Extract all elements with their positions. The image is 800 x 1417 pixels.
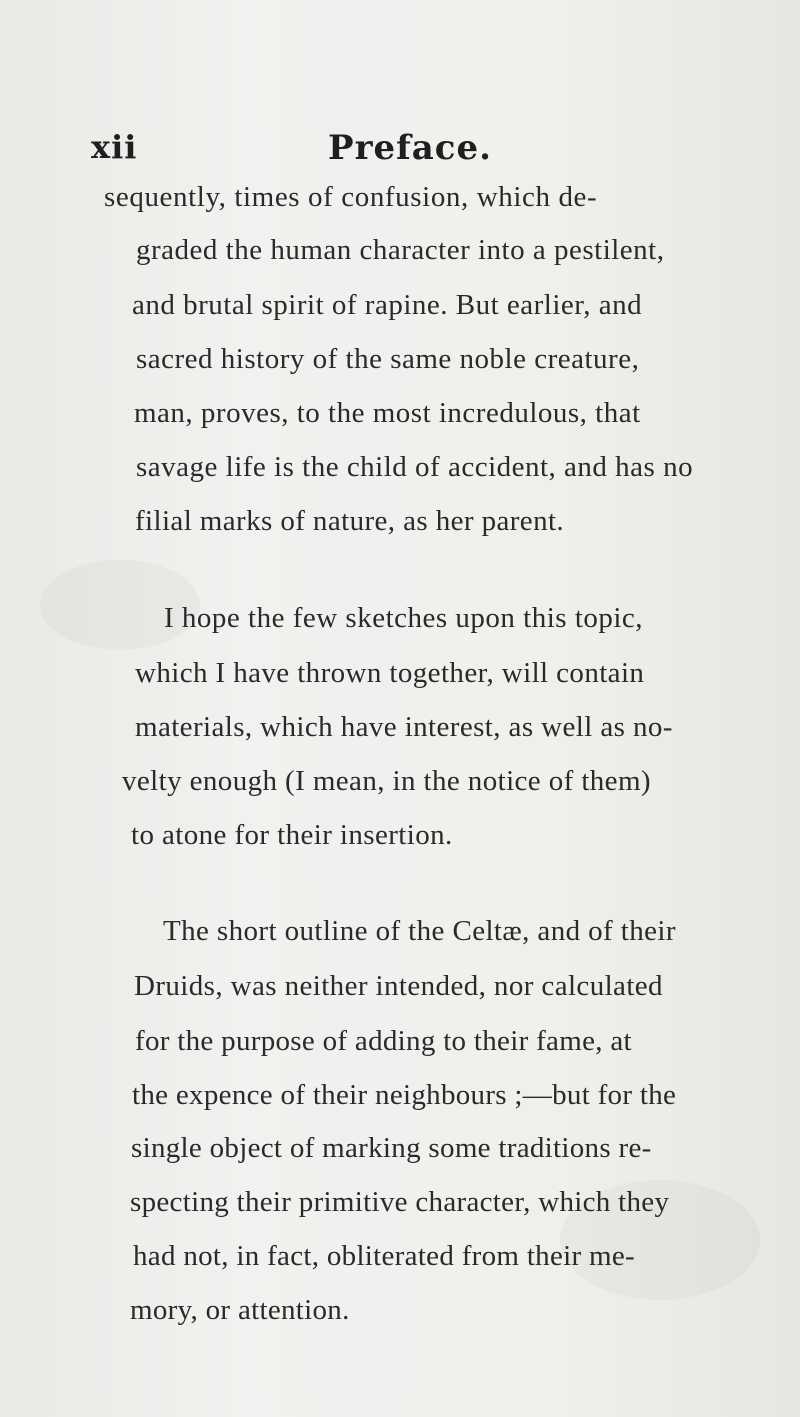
- text-line: single object of marking some traditions re-: [131, 1132, 652, 1164]
- text-line: had not, in fact, obliterated from their me-: [133, 1240, 635, 1272]
- text-line: savage life is the child of accident, and has no: [136, 451, 694, 483]
- text-line: and brutal spirit of rapine. But earlier, and: [132, 289, 643, 321]
- text-line: to atone for their insertion.: [131, 819, 453, 851]
- text-line: which I have thrown together, will contain: [135, 657, 645, 689]
- page-number: xii: [91, 128, 138, 166]
- text-line: The short outline of the Celtæ, and of their: [163, 915, 676, 947]
- text-line: the expence of their neighbours ;—but for the: [132, 1079, 677, 1111]
- text-line: sequently, times of confusion, which de-: [104, 181, 598, 213]
- text-line: man, proves, to the most incredulous, that: [134, 397, 641, 429]
- text-line: sacred history of the same noble creature,: [136, 343, 640, 375]
- text-line: specting their primitive character, which they: [130, 1186, 670, 1218]
- text-line: filial marks of nature, as her parent.: [135, 505, 565, 537]
- text-line: velty enough (I mean, in the notice of them): [122, 765, 651, 797]
- text-line: Druids, was neither intended, nor calculated: [134, 970, 663, 1002]
- text-line: mory, or attention.: [130, 1294, 350, 1326]
- text-line: graded the human character into a pestilent,: [136, 234, 665, 266]
- text-line: I hope the few sketches upon this topic,: [164, 602, 644, 634]
- text-line: materials, which have interest, as well as no-: [135, 711, 673, 743]
- text-line: for the purpose of adding to their fame, at: [135, 1025, 632, 1057]
- running-head: Preface.: [328, 128, 492, 168]
